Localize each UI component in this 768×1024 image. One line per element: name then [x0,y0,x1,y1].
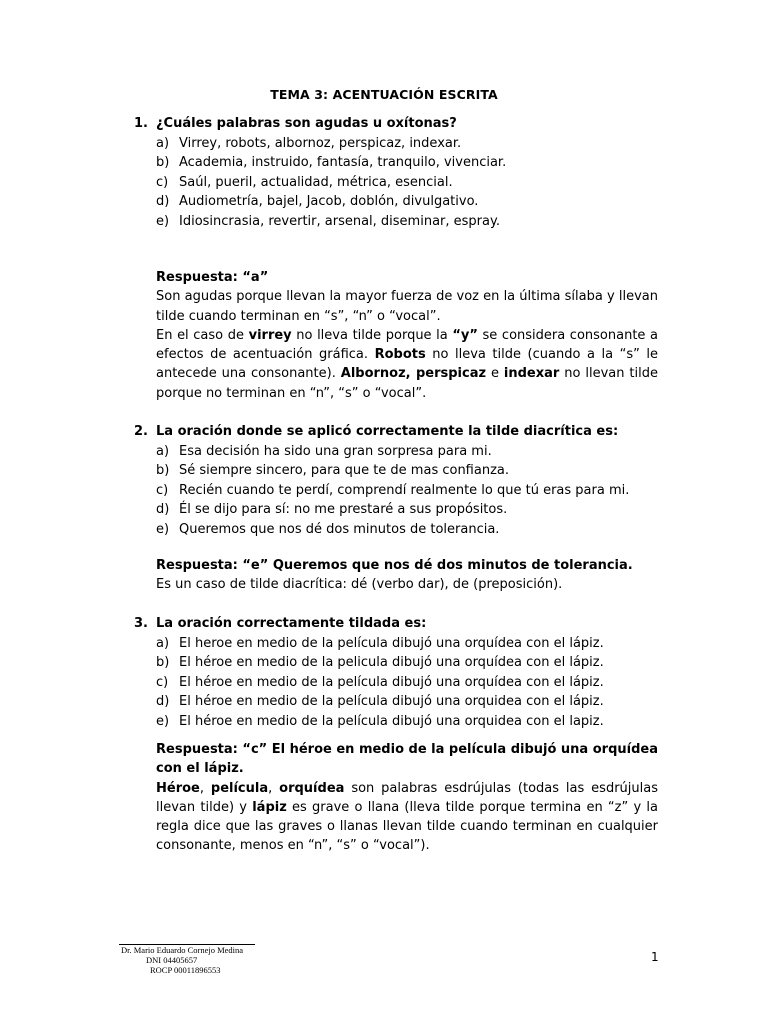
answer-keyword: orquídea [279,780,345,796]
option-letter: e) [156,213,170,229]
answer-text: , [199,780,211,796]
option-letter: b) [156,463,170,479]
answer-paragraph: Es un caso de tilde diacrítica: dé (verbo dar), de (preposición). [156,577,563,593]
answer-text: es grave o llana (lleva tilde porque termina en “z” y la regla dice que las graves o llanas llevan tilde cuando terminan en cualquier consonante, menos en “n”, “s” o “vocal”). [156,799,658,854]
option-d [156,692,664,711]
answer-text: no lleva tilde porque la [291,327,453,343]
option-text: Queremos que nos dé dos minutos de tolerancia. [179,521,500,537]
answer-2 [156,556,658,595]
option-text: Saúl, pueril, actualidad, métrica, esencial. [179,174,453,190]
option-letter: b) [156,655,170,671]
option-text: El héroe en medio de la película dibujó una orquidea con el lapiz. [179,713,604,729]
option-c [156,673,664,692]
option-letter: d) [156,694,170,710]
question-prompt [134,422,664,442]
option-letter: c) [156,674,169,690]
answer-paragraph: Son agudas porque llevan la mayor fuerza de voz en la última sílaba y llevan tilde cuando terminan en “s”, “n” o “vocal”. [156,289,658,324]
option-e [156,712,664,731]
question-text: La oración correctamente tildada es: [156,616,427,631]
answer-keyword: Robots [374,347,426,363]
answer-text: son palabras esdrújulas (todas las esdrújulas llevan tilde) y [156,780,658,815]
answer-keyword: Albornoz, perspicaz [340,366,487,382]
option-text: Audiometría, bajel, Jacob, doblón, divulgativo. [179,194,479,210]
question-number: 2. [134,424,148,439]
footer-dni: DNI 04405657 [146,955,198,965]
question-1 [134,114,664,231]
option-letter: a) [156,636,170,651]
option-text: El heroe en medio de la película dibujó una orquídea con el lápiz. [179,636,604,651]
answer-keyword: lápiz [252,799,287,815]
question-text: ¿Cuáles palabras son agudas u oxítonas? [156,116,457,131]
answer-heading: Respuesta: “e” Queremos que nos dé dos minutos de tolerancia. [156,558,633,573]
option-e [156,212,664,231]
answer-keyword: indexar [503,366,560,382]
answer-text: no llevan tilde porque no terminan en “n”, “s” o “vocal”. [156,366,659,401]
option-text: Sé siempre sincero, para que te de mas confianza. [179,463,510,479]
option-d [156,192,664,211]
option-letter: e) [156,521,170,537]
option-text: Recién cuando te perdí, comprendí realmente lo que tú eras para mi. [179,482,630,498]
answer-text: En el caso de [156,327,249,343]
option-text: Virrey, robots, albornoz, perspicaz, indexar. [179,136,462,151]
option-text: Esa decisión ha sido una gran sorpresa para mi. [179,444,492,459]
option-letter: a) [156,444,170,459]
option-b [156,461,664,480]
page-number: 1 [651,950,659,964]
option-text: Idiosincrasia, revertir, arsenal, diseminar, espray. [179,213,500,229]
question-prompt [134,114,664,134]
option-text: El héroe en medio de la película dibujó una orquidea con el lápiz. [179,694,604,710]
answer-3 [156,740,658,856]
option-letter: d) [156,194,170,210]
option-e [156,520,664,539]
answer-keyword: “y” [452,327,478,343]
option-letter: c) [156,174,169,190]
question-3 [134,614,664,731]
option-a [156,442,664,461]
option-text: El héroe en medio de la pelicula dibujó una orquídea con el lápiz. [179,655,604,671]
option-text: Academia, instruido, fantasía, tranquilo, vivenciar. [179,155,507,171]
answer-text: se considera consonante a efectos de acentuación gráfica. [156,327,658,363]
option-text: El héroe en medio de la película dibujó una orquídea con el lápiz. [179,674,604,690]
answer-paragraph [156,326,658,403]
question-prompt [134,614,664,634]
option-a [156,634,664,653]
answer-keyword: Héroe [156,780,200,796]
footer-author: Dr. Mario Eduardo Cornejo Medina [121,945,244,955]
question-2 [134,422,664,539]
option-letter: b) [156,155,170,171]
option-c [156,481,664,500]
question-number: 3. [134,616,148,631]
answer-keyword: virrey [248,327,292,343]
option-letter: d) [156,502,170,518]
answer-keyword: película [210,780,269,796]
question-number: 1. [134,116,148,131]
footer-cut-line [120,965,230,975]
option-text: Él se dijo para sí: no me prestaré a sus propósitos. [179,502,508,518]
footer-cut-text: ROCP 00011896553 [150,965,221,975]
answer-heading: Respuesta: “c” El héroe en medio de la película dibujó una orquídea con el lápiz. [156,742,658,777]
answer-text: , [268,780,280,796]
answer-text: no lleva tilde (cuando a la “s” le antecede una consonante). [156,347,658,382]
answer-1 [156,268,658,403]
answer-text: e [486,366,504,382]
option-a [156,134,664,153]
answer-paragraph [156,779,658,856]
question-text: La oración donde se aplicó correctamente la tilde diacrítica es: [156,424,619,439]
option-letter: e) [156,713,170,729]
option-d [156,500,664,519]
option-letter: a) [156,136,170,151]
option-b [156,153,664,172]
answer-heading: Respuesta: “a” [156,270,269,285]
option-letter: c) [156,482,169,498]
option-b [156,653,664,672]
option-c [156,173,664,192]
page-title: TEMA 3: ACENTUACIÓN ESCRITA [270,87,498,102]
